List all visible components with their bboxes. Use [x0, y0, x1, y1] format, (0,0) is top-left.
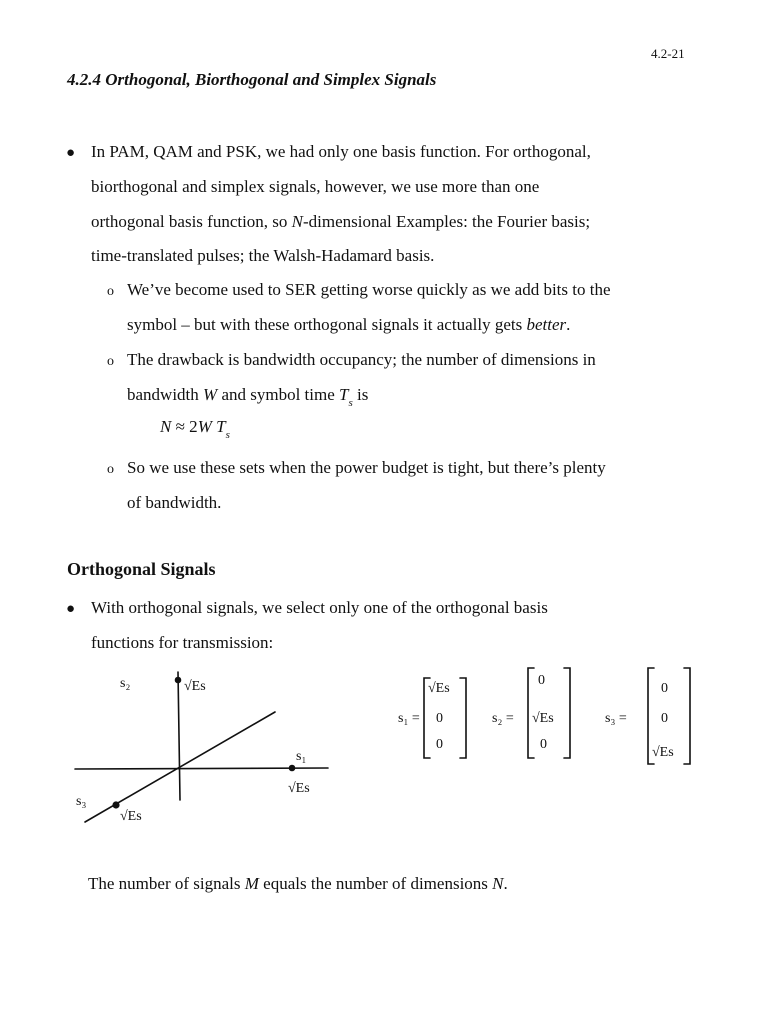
vector-s2-entry-2: √Es — [532, 711, 554, 726]
subpoint-3-line-2: of bandwidth. — [127, 493, 222, 512]
sub-bullet-marker: o — [107, 462, 114, 477]
intro-line-4: time-translated pulses; the Walsh-Hadamard basis. — [91, 246, 435, 265]
section-title: 4.2.4 Orthogonal, Biorthogonal and Simplex Signals — [67, 70, 437, 89]
label-s1: s₁ — [296, 749, 307, 764]
bracket-right — [460, 678, 466, 758]
vector-s1-entry-2: 0 — [436, 711, 443, 726]
point-s3 — [113, 802, 119, 808]
subpoint-3-line-1: So we use these sets when the power budget is tight, but there’s plenty — [127, 458, 606, 477]
axis-vertical — [178, 672, 180, 800]
bracket-right — [564, 668, 570, 758]
label-s2-value: √Es — [184, 679, 206, 694]
vector-s3-entry-1: 0 — [661, 681, 668, 696]
label-s1-value: √Es — [288, 781, 310, 796]
vector-s3-entry-2: 0 — [661, 711, 668, 726]
subpoint-2-line-2: bandwidth W and symbol time $T_s$ is — [127, 385, 369, 410]
bracket-right — [684, 668, 690, 764]
intro-line-3: orthogonal basis function, so N-dimensional Examples: the Fourier basis; — [91, 212, 591, 231]
vector-s1-entry-1: √Es — [428, 681, 450, 696]
intro-line-1: In PAM, QAM and PSK, we had only one basis function. For orthogonal, — [91, 142, 591, 161]
label-s3-value: √Es — [120, 809, 142, 824]
conclusion-line: The number of signals M equals the number of dimensions N. — [88, 874, 508, 893]
sub-bullet-marker: o — [107, 284, 114, 299]
vector-s3-label: s₃ = — [605, 711, 627, 726]
orthogonal-line-1: With orthogonal signals, we select only one of the orthogonal basis — [91, 598, 548, 617]
subpoint-1-line-2: symbol – but with these orthogonal signals it actually gets better. — [127, 315, 571, 334]
orthogonal-line-2: functions for transmission: — [91, 633, 274, 652]
label-s3: s₃ — [76, 794, 87, 809]
point-s1 — [290, 766, 295, 771]
orthogonal-signal-figure — [60, 660, 710, 840]
orthogonal-signals-heading: Orthogonal Signals — [67, 559, 216, 579]
page-number: 4.2-21 — [651, 46, 685, 61]
vector-s1-entry-3: 0 — [436, 737, 443, 752]
point-s2 — [176, 678, 181, 683]
subpoint-2-line-1: The drawback is bandwidth occupancy; the number of dimensions in — [127, 350, 596, 369]
vector-s3-entry-3: √Es — [652, 745, 674, 760]
bullet-marker: ● — [66, 145, 76, 161]
vector-s2-label: s₂ = — [492, 711, 514, 726]
label-s2: s₂ — [120, 676, 131, 691]
vector-s1-label: s₁ = — [398, 711, 420, 726]
vector-s2-entry-3: 0 — [540, 737, 547, 752]
bullet-marker: ● — [66, 601, 76, 617]
vector-s2-entry-1: 0 — [538, 673, 545, 688]
bandwidth-equation: N ≈ 2W $T_s$ — [160, 417, 230, 442]
intro-line-2: biorthogonal and simplex signals, however, we use more than one — [91, 177, 540, 196]
sub-bullet-marker: o — [107, 354, 114, 369]
subpoint-1-line-1: We’ve become used to SER getting worse quickly as we add bits to the — [127, 280, 611, 299]
